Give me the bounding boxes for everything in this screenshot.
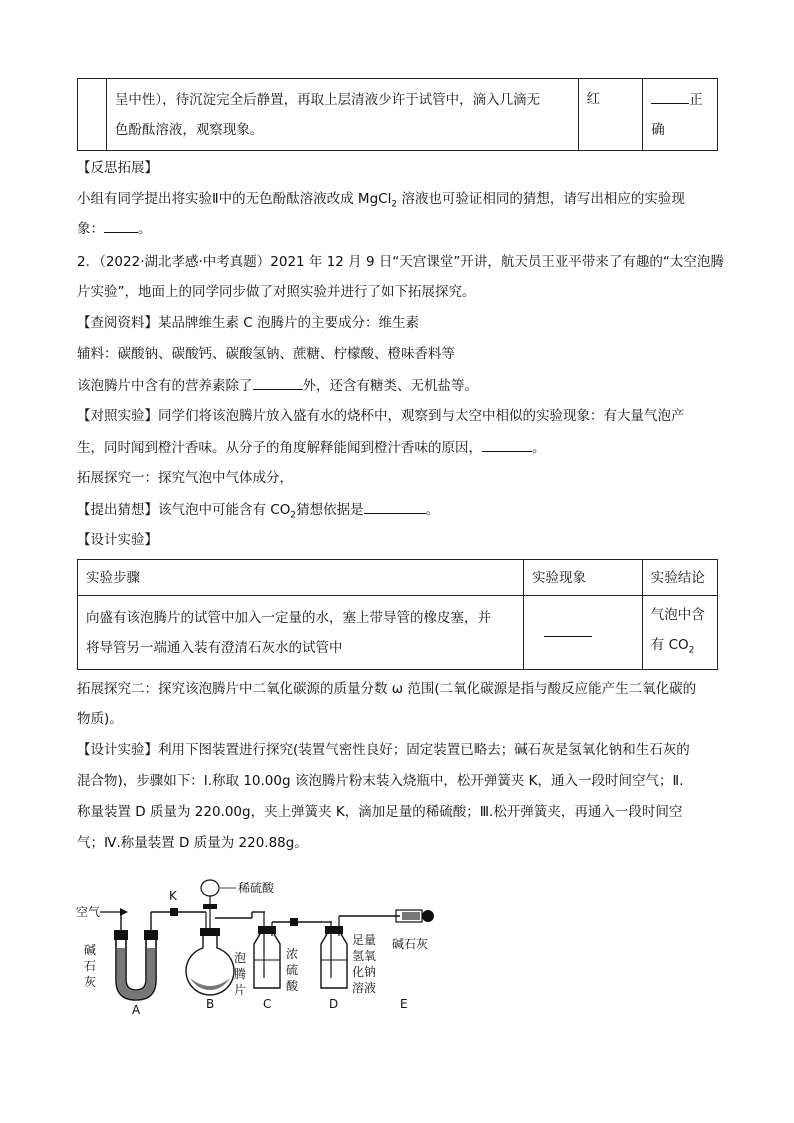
- explore2-line1: 拓展探究二：探究该泡腾片中二氧化碳源的质量分数 ω 范围(二氧化碳源是指与酸反应能产生二氧化碳的: [77, 681, 697, 697]
- conclusion-suffix: 正: [689, 91, 703, 108]
- design-heading: 【设计实验】: [77, 532, 158, 548]
- phenomenon-cell: [578, 79, 643, 151]
- design-table: [77, 559, 718, 670]
- tablet-1: 泡: [234, 951, 247, 965]
- header-step: 实验步骤: [78, 560, 524, 596]
- design-step-line1: 向盛有该泡腾片的试管中加入一定量的水，塞上带导管的橡皮塞，并: [86, 609, 491, 626]
- conclusion-line2: 有 $CO_2$: [650, 636, 695, 656]
- conc-acid-3: 酸: [286, 979, 299, 993]
- soda-lime-a-1: 碱: [84, 943, 97, 957]
- conc-acid-2: 硫: [286, 963, 299, 977]
- design-step-cell: [78, 596, 524, 670]
- explore1-line: 拓展探究一：探究气泡中气体成分，: [77, 470, 293, 486]
- q2-line1: 2．（2022·湖北孝感·中考真题）2021 年 12 月 9 日“天宫课堂”开讲，航天员王亚平带来了有趣的“太空泡腾: [77, 254, 724, 270]
- phenomenon-text: 红: [586, 91, 601, 107]
- conc-acid-1: 浓: [286, 947, 299, 961]
- nutrient-line: 该泡腾片中含有的营养素除了 外，还含有糖类、无机盐等。: [77, 375, 478, 396]
- soda-lime-a-2: 石: [84, 959, 97, 973]
- header-conclusion: 实验结论: [642, 560, 717, 596]
- guess-line: 【提出猜想】该气泡中可能含有 $CO_2$猜想依据是 。: [77, 499, 439, 526]
- design-step-line2: 将导管另一端通入装有澄清石灰水的试管中: [86, 639, 343, 656]
- answer-blank[interactable]: [482, 437, 532, 452]
- letter-c: C: [263, 997, 272, 1011]
- blank-cell: [78, 79, 107, 151]
- answer-blank[interactable]: [253, 375, 303, 390]
- explore2-line2: 物质)。: [77, 711, 123, 727]
- clamp-k: [170, 908, 178, 916]
- reflection-line1: 小组有同学提出将实验Ⅱ中的无色酚酞溶液改成 MgCl$_2$ 溶液也可验证相同的猜想，请写出相应的实验现: [77, 191, 685, 210]
- design-line4: 气；Ⅳ.称量装置 D 质量为 220.88g。: [77, 835, 308, 851]
- top-table: [77, 78, 718, 151]
- naoh-1: 足量: [352, 933, 377, 947]
- conclusion-line1: 气泡中含: [650, 606, 705, 623]
- info-line: 【查阅资料】某品牌维生素 C 泡腾片的主要成分：维生素: [77, 315, 420, 331]
- design-line3: 称量装置 D 质量为 220.00g，夹上弹簧夹 K，滴加足量的稀硫酸；Ⅲ.松开弹簧夹，再通入一段时间空: [77, 804, 683, 820]
- conclusion-line2: 确: [651, 121, 665, 138]
- step-cell: [106, 79, 578, 151]
- step-line1: 呈中性），待沉淀完全后静置，再取上层清液少许于试管中，滴入几滴无: [114, 91, 541, 108]
- answer-blank[interactable]: [364, 499, 426, 514]
- drying-tube-e: [396, 910, 434, 922]
- answer-blank[interactable]: [651, 89, 689, 104]
- k-label: K: [169, 889, 177, 903]
- apparatus-diagram: [70, 878, 450, 1018]
- design-line1: 【设计实验】利用下图装置进行探究(装置气密性良好；固定装置已略去；碱石灰是氢氧化钠和生石灰的: [77, 742, 690, 758]
- u-tube-a: [114, 912, 158, 1000]
- naoh-2: 氢氧: [352, 949, 377, 963]
- answer-blank[interactable]: [544, 622, 592, 637]
- soda-lime-e-label: 碱石灰: [392, 937, 429, 951]
- dilute-acid-label: 稀硫酸: [238, 881, 275, 895]
- control-line2: 生，同时闻到橙汁香味。从分子的角度解释能闻到橙汁香味的原因， 。: [77, 437, 546, 458]
- design-phenomenon-cell: [523, 596, 642, 670]
- step-line2: 色酚酞溶液，观察现象。: [114, 121, 264, 138]
- naoh-4: 溶液: [352, 981, 377, 995]
- header-phenomenon: 实验现象: [523, 560, 642, 596]
- control-line1: 【对照实验】同学们将该泡腾片放入盛有水的烧杯中，观察到与太空中相似的实验现象：有大量气泡产: [77, 408, 685, 424]
- aux-line: 辅料：碳酸钠、碳酸钙、碳酸氢钠、蔗糖、柠檬酸、橙味香料等: [77, 346, 455, 362]
- reflection-line2: 象： 。: [77, 218, 152, 239]
- letter-b: B: [206, 997, 215, 1011]
- reflection-heading: 【反思拓展】: [77, 160, 158, 176]
- letter-e: E: [400, 997, 408, 1011]
- naoh-3: 化钠: [352, 965, 377, 979]
- air-label: 空气: [76, 905, 101, 919]
- tablet-2: 腾: [234, 967, 247, 981]
- letter-d: D: [329, 997, 339, 1011]
- answer-blank[interactable]: [104, 218, 138, 233]
- design-line2: 混合物)，步骤如下：Ⅰ.称取 10.00g 该泡腾片粉末装入烧瓶中，松开弹簧夹 K，通入一段时间空气；Ⅱ.: [77, 773, 684, 789]
- design-conclusion-cell: [642, 596, 717, 670]
- conclusion-cell: [643, 79, 718, 151]
- soda-lime-a-3: 灰: [84, 975, 97, 989]
- letter-a: A: [132, 1003, 141, 1017]
- q2-line2: 片实验”，地面上的同学同步做了对照实验并进行了如下拓展探究。: [77, 284, 476, 300]
- tablet-3: 片: [234, 983, 247, 997]
